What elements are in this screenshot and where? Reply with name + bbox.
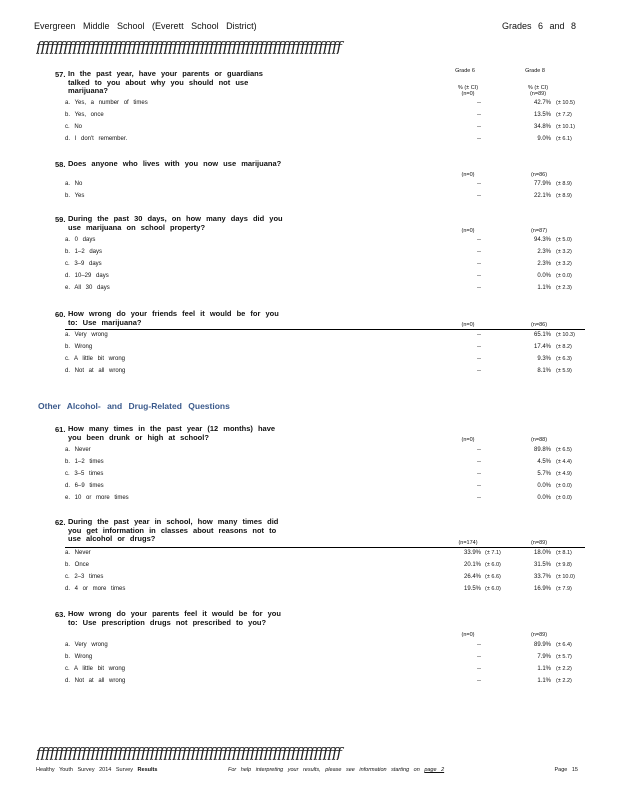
grade6-ci: (± 6.0) xyxy=(485,586,501,592)
grade6-percent: -- xyxy=(477,273,481,279)
grade6-percent: -- xyxy=(477,642,481,648)
table-row xyxy=(65,469,585,481)
question-number: 57. xyxy=(55,70,66,79)
grade6-ci: (± 6.0) xyxy=(485,562,501,568)
grade8-ci: (± 5.7) xyxy=(556,654,572,660)
grade8-ci: (± 2.3) xyxy=(556,285,572,291)
grade8-percent: 7.9% xyxy=(537,654,551,660)
grade6-percent: -- xyxy=(477,471,481,477)
grade6-percent: -- xyxy=(477,181,481,187)
footer-survey-title: Healthy Youth Survey 2014 Survey xyxy=(36,767,134,773)
grade6-percent: 19.5% xyxy=(463,586,481,592)
table-row xyxy=(65,445,585,457)
grade8-n: (n=89) xyxy=(530,632,548,638)
grade6-n: (n=0) xyxy=(461,91,475,97)
table-row xyxy=(65,366,585,378)
grade8-percent: 5.7% xyxy=(537,471,551,477)
grade6-ci: (± 6.6) xyxy=(485,574,501,580)
grade8-percent: 0.0% xyxy=(537,483,551,489)
grade8-percent: 1.1% xyxy=(537,678,551,684)
grade8-percent: 4.5% xyxy=(537,459,551,465)
grade8-ci: (± 4.4) xyxy=(556,459,572,465)
grade6-percent: 33.9% xyxy=(463,550,481,556)
question-number: 60. xyxy=(55,310,66,319)
grade6-percent: -- xyxy=(477,666,481,672)
question-text: Does anyone who lives with you now use marijuana? xyxy=(68,159,282,168)
grade8-ci: (± 0.0) xyxy=(556,273,572,279)
grade6-n: (n=174) xyxy=(458,540,478,546)
answer-label: d. Not at all wrong xyxy=(65,368,126,374)
grade6-percent: -- xyxy=(477,100,481,106)
question-text: How wrong do your parents feel it would be for you to: Use prescription drugs not prescribed to you? xyxy=(68,609,281,627)
grade8-ci: (± 7.9) xyxy=(556,586,572,592)
answer-label: b. Yes xyxy=(65,193,85,199)
grade6-percent: -- xyxy=(477,332,481,338)
grade8-ci: (± 10.3) xyxy=(556,332,575,338)
table-row xyxy=(65,110,585,122)
grade6-n: (n=0) xyxy=(461,172,475,178)
grade8-ci: (± 7.2) xyxy=(556,112,572,118)
grade8-percent: 0.0% xyxy=(537,495,551,501)
grade8-n: (n=87) xyxy=(530,228,548,234)
grade8-percent: 65.1% xyxy=(533,332,551,338)
table-row xyxy=(65,98,585,110)
question-text: During the past year in school, how many times did you get information in classes about reasons not to use alcohol or drugs? xyxy=(68,517,279,543)
grade8-percent: 77.9% xyxy=(533,181,551,187)
grade8-ci: (± 3.2) xyxy=(556,261,572,267)
grade8-ci: (± 10.0) xyxy=(556,574,575,580)
table-row xyxy=(65,652,585,664)
grade6-percent: -- xyxy=(477,193,481,199)
question-text: How wrong do your friends feel it would be for you to: Use marijuana? xyxy=(68,309,279,327)
answer-label: b. 1–2 days xyxy=(65,249,103,255)
grade8-percent: 9.3% xyxy=(537,356,551,362)
grade8-ci: (± 0.0) xyxy=(556,483,572,489)
answer-label: a. Never xyxy=(65,447,91,453)
grade8-percent: 33.7% xyxy=(533,574,551,580)
grade8-percent: 31.5% xyxy=(533,562,551,568)
grade8-percent: 0.0% xyxy=(537,273,551,279)
grade8-n: (n=86) xyxy=(530,322,548,328)
question-text: During the past 30 days, on how many days did you use marijuana on school property? xyxy=(68,214,283,232)
grade6-percent: -- xyxy=(477,112,481,118)
grade8-n: (n=86) xyxy=(530,172,548,178)
grade6-percent: -- xyxy=(477,285,481,291)
grade6-percent: -- xyxy=(477,495,481,501)
answer-label: c. A little bit wrong xyxy=(65,666,126,672)
answer-label: c. A little bit wrong xyxy=(65,356,126,362)
grade6-percent: -- xyxy=(477,136,481,142)
question-text: How many times in the past year (12 months) have you been drunk or high at school? xyxy=(68,424,276,442)
grade6-heading: Grade 6 xyxy=(455,68,475,74)
grade6-n: (n=0) xyxy=(461,437,475,443)
answer-label: b. 1–2 times xyxy=(65,459,104,465)
answer-label: b. Wrong xyxy=(65,344,93,350)
answer-label: d. 10–29 days xyxy=(65,273,109,279)
table-row xyxy=(65,493,585,505)
footer-survey-name xyxy=(36,767,157,773)
grade8-heading: Grade 8 xyxy=(525,68,545,74)
table-row xyxy=(65,664,585,676)
table-row xyxy=(65,191,585,203)
answer-label: c. No xyxy=(65,124,83,130)
section-title: Other Alcohol- and Drug-Related Questions xyxy=(38,401,230,411)
grade8-ci: (± 6.1) xyxy=(556,136,572,142)
header-rule: ƒƒƒƒƒƒƒƒƒƒƒƒƒƒƒƒƒƒƒƒƒƒƒƒƒƒƒƒƒƒƒƒƒƒƒƒƒƒƒƒƒƒƒƒƒƒƒƒƒƒƒƒƒƒƒƒƒƒƒƒƒƒƒƒƒƒƒ xyxy=(36,38,341,54)
answer-label: a. Never xyxy=(65,550,91,556)
table-row xyxy=(65,676,585,688)
answer-label: a. Yes, a number of times xyxy=(65,100,148,106)
question-number: 61. xyxy=(55,425,66,434)
grade8-percent: 34.8% xyxy=(533,124,551,130)
grade8-ci: (± 8.9) xyxy=(556,181,572,187)
grade6-n: (n=0) xyxy=(461,228,475,234)
footer-rule: ƒƒƒƒƒƒƒƒƒƒƒƒƒƒƒƒƒƒƒƒƒƒƒƒƒƒƒƒƒƒƒƒƒƒƒƒƒƒƒƒƒƒƒƒƒƒƒƒƒƒƒƒƒƒƒƒƒƒƒƒƒƒƒƒƒƒƒ xyxy=(36,744,341,760)
grade8-ci: (± 10.5) xyxy=(556,100,575,106)
grade8-percent: 2.3% xyxy=(537,261,551,267)
grade8-ci-heading: % (± CI) xyxy=(527,85,549,91)
table-row xyxy=(65,330,585,342)
grade6-percent: -- xyxy=(477,654,481,660)
grade8-percent: 18.0% xyxy=(533,550,551,556)
grade8-n: (n=88) xyxy=(530,437,548,443)
footer-page-link[interactable]: page 2 xyxy=(424,767,445,773)
grade6-percent: -- xyxy=(477,459,481,465)
grade8-ci: (± 6.4) xyxy=(556,642,572,648)
grade6-percent: -- xyxy=(477,261,481,267)
answer-label: b. Yes, once xyxy=(65,112,104,118)
table-row xyxy=(65,179,585,191)
table-row xyxy=(65,134,585,146)
footer-results: Results xyxy=(137,767,158,773)
grade6-percent: -- xyxy=(477,447,481,453)
footer-help xyxy=(228,767,444,773)
grade6-ci-heading: % (± CI) xyxy=(457,85,479,91)
table-row xyxy=(65,122,585,134)
table-row xyxy=(65,560,585,572)
grade8-percent: 8.1% xyxy=(537,368,551,374)
answer-label: d. 6–9 times xyxy=(65,483,104,489)
table-row xyxy=(65,572,585,584)
grade8-ci: (± 6.3) xyxy=(556,356,572,362)
table-row xyxy=(65,271,585,283)
grade8-percent: 89.9% xyxy=(533,642,551,648)
question-number: 59. xyxy=(55,215,66,224)
grade8-ci: (± 8.2) xyxy=(556,344,572,350)
grade6-percent: -- xyxy=(477,249,481,255)
table-row xyxy=(65,283,585,295)
answer-label: c. 3–9 days xyxy=(65,261,102,267)
grade8-ci: (± 10.1) xyxy=(556,124,575,130)
table-row xyxy=(65,640,585,652)
answer-label: e. All 30 days xyxy=(65,285,110,291)
grade8-n: (n=89) xyxy=(529,91,547,97)
question-text: In the past year, have your parents or guardians talked to you about why you should not use marijuana? xyxy=(68,69,263,95)
grade8-ci: (± 8.1) xyxy=(556,550,572,556)
grade6-percent: -- xyxy=(477,124,481,130)
grade8-percent: 9.0% xyxy=(537,136,551,142)
footer-help-text: For help interpreting your results, please see information starting on xyxy=(228,767,420,773)
school-title: Evergreen Middle School (Everett School District) xyxy=(34,21,257,31)
grade6-percent: -- xyxy=(477,678,481,684)
table-row xyxy=(65,354,585,366)
grade8-ci: (± 2.2) xyxy=(556,678,572,684)
grades-label: Grades 6 and 8 xyxy=(501,21,576,31)
answer-label: a. Very wrong xyxy=(65,642,108,648)
table-row xyxy=(65,584,585,596)
grade8-ci: (± 4.9) xyxy=(556,471,572,477)
grade8-ci: (± 6.5) xyxy=(556,447,572,453)
answer-label: a. No xyxy=(65,181,83,187)
grade6-ci: (± 7.1) xyxy=(485,550,501,556)
answer-label: c. 3–5 times xyxy=(65,471,104,477)
grade8-percent: 13.5% xyxy=(533,112,551,118)
grade8-percent: 16.9% xyxy=(533,586,551,592)
question-number: 62. xyxy=(55,518,66,527)
grade8-ci: (± 9.8) xyxy=(556,562,572,568)
grade8-percent: 42.7% xyxy=(533,100,551,106)
grade8-ci: (± 5.0) xyxy=(556,237,572,243)
grade8-percent: 22.1% xyxy=(533,193,551,199)
grade8-percent: 1.1% xyxy=(537,285,551,291)
grade8-ci: (± 3.2) xyxy=(556,249,572,255)
answer-label: a. Very wrong xyxy=(65,332,108,338)
grade6-n: (n=0) xyxy=(461,322,475,328)
grade8-ci: (± 2.2) xyxy=(556,666,572,672)
answer-label: d. Not at all wrong xyxy=(65,678,126,684)
grade8-percent: 89.8% xyxy=(533,447,551,453)
answer-label: c. 2–3 times xyxy=(65,574,104,580)
table-row xyxy=(65,247,585,259)
question-number: 58. xyxy=(55,160,66,169)
grade8-percent: 94.3% xyxy=(533,237,551,243)
table-row xyxy=(65,481,585,493)
answer-label: b. Once xyxy=(65,562,90,568)
grade6-n: (n=0) xyxy=(461,632,475,638)
grade8-ci: (± 5.9) xyxy=(556,368,572,374)
grade6-percent: -- xyxy=(477,483,481,489)
grade6-percent: -- xyxy=(477,237,481,243)
grade8-percent: 2.3% xyxy=(537,249,551,255)
grade6-percent: -- xyxy=(477,368,481,374)
grade8-ci: (± 8.9) xyxy=(556,193,572,199)
table-row xyxy=(65,259,585,271)
grade6-percent: 26.4% xyxy=(463,574,481,580)
page-number: Page 15 xyxy=(554,767,578,773)
grade6-percent: -- xyxy=(477,356,481,362)
answer-label: b. Wrong xyxy=(65,654,93,660)
answer-label: d. I don't remember. xyxy=(65,136,128,142)
answer-label: e. 10 or more times xyxy=(65,495,129,501)
grade6-percent: -- xyxy=(477,344,481,350)
grade8-percent: 1.1% xyxy=(537,666,551,672)
table-row xyxy=(65,457,585,469)
grade8-n: (n=89) xyxy=(530,540,548,546)
table-row xyxy=(65,235,585,247)
grade6-percent: 20.1% xyxy=(463,562,481,568)
question-number: 63. xyxy=(55,610,66,619)
answer-label: d. 4 or more times xyxy=(65,586,126,592)
grade8-percent: 17.4% xyxy=(533,344,551,350)
table-row xyxy=(65,342,585,354)
answer-label: a. 0 days xyxy=(65,237,96,243)
table-row xyxy=(65,548,585,560)
grade8-ci: (± 0.0) xyxy=(556,495,572,501)
